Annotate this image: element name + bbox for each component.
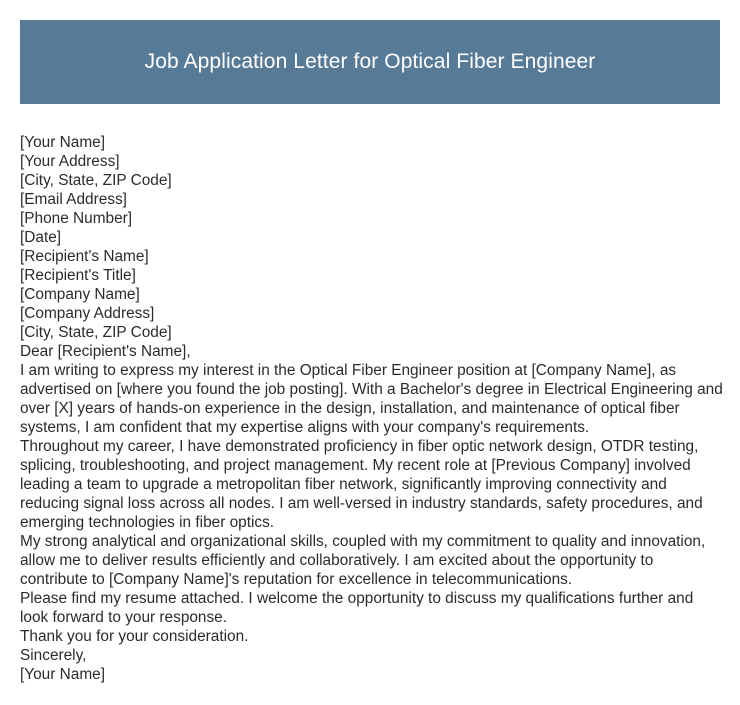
- sender-name: [Your Name]: [20, 134, 105, 151]
- sender-city-state-zip: [City, State, ZIP Code]: [20, 172, 172, 189]
- recipient-title: [Recipient's Title]: [20, 267, 136, 284]
- title-banner: [20, 20, 720, 104]
- page-title: Job Application Letter for Optical Fiber Engineer: [144, 50, 596, 73]
- paragraph-intro: I am writing to express my interest in the Optical Fiber Engineer position at [Company Name], as advertised on [where you found the job posting]. With a Bachelor's degree in Electrical Engineering and over [X] years of hands-on experience in the design, installation, and maintenance of optical fiber systems, I am confident that my expertise aligns with your company's requirements.: [20, 362, 723, 436]
- salutation: Dear [Recipient's Name],: [20, 343, 191, 360]
- recipient-block: [20, 247, 725, 342]
- closing: Sincerely,: [20, 647, 87, 664]
- paragraph-skills: My strong analytical and organizational skills, coupled with my commitment to quality and innovation, allow me to deliver results efficiently and collaboratively. I am excited about the opportunity to contribute to [Company Name]'s reputation for excellence in telecommunications.: [20, 533, 706, 588]
- sender-email: [Email Address]: [20, 191, 127, 208]
- signature: [Your Name]: [20, 666, 105, 683]
- recipient-name: [Recipient's Name]: [20, 248, 149, 265]
- paragraph-resume: Please find my resume attached. I welcome the opportunity to discuss my qualifications further and look forward to your response.: [20, 590, 694, 626]
- paragraph-experience: Throughout my career, I have demonstrated proficiency in fiber optic network design, OTDR testing, splicing, troubleshooting, and project management. My recent role at [Previous Company] involved leading a team to upgrade a metropolitan fiber network, significantly improving connectivity and reducing signal loss across all nodes. I am well-versed in industry standards, safety procedures, and emerging technologies in fiber optics.: [20, 438, 703, 531]
- recipient-company: [Company Name]: [20, 286, 140, 303]
- recipient-city-state-zip: [City, State, ZIP Code]: [20, 324, 172, 341]
- sender-address: [Your Address]: [20, 153, 120, 170]
- letter-date: [Date]: [20, 229, 62, 246]
- sender-phone: [Phone Number]: [20, 210, 133, 227]
- letter-body: [20, 133, 725, 684]
- paragraph-thanks: Thank you for your consideration.: [20, 628, 249, 645]
- recipient-address: [Company Address]: [20, 305, 155, 322]
- sender-block: [20, 133, 725, 247]
